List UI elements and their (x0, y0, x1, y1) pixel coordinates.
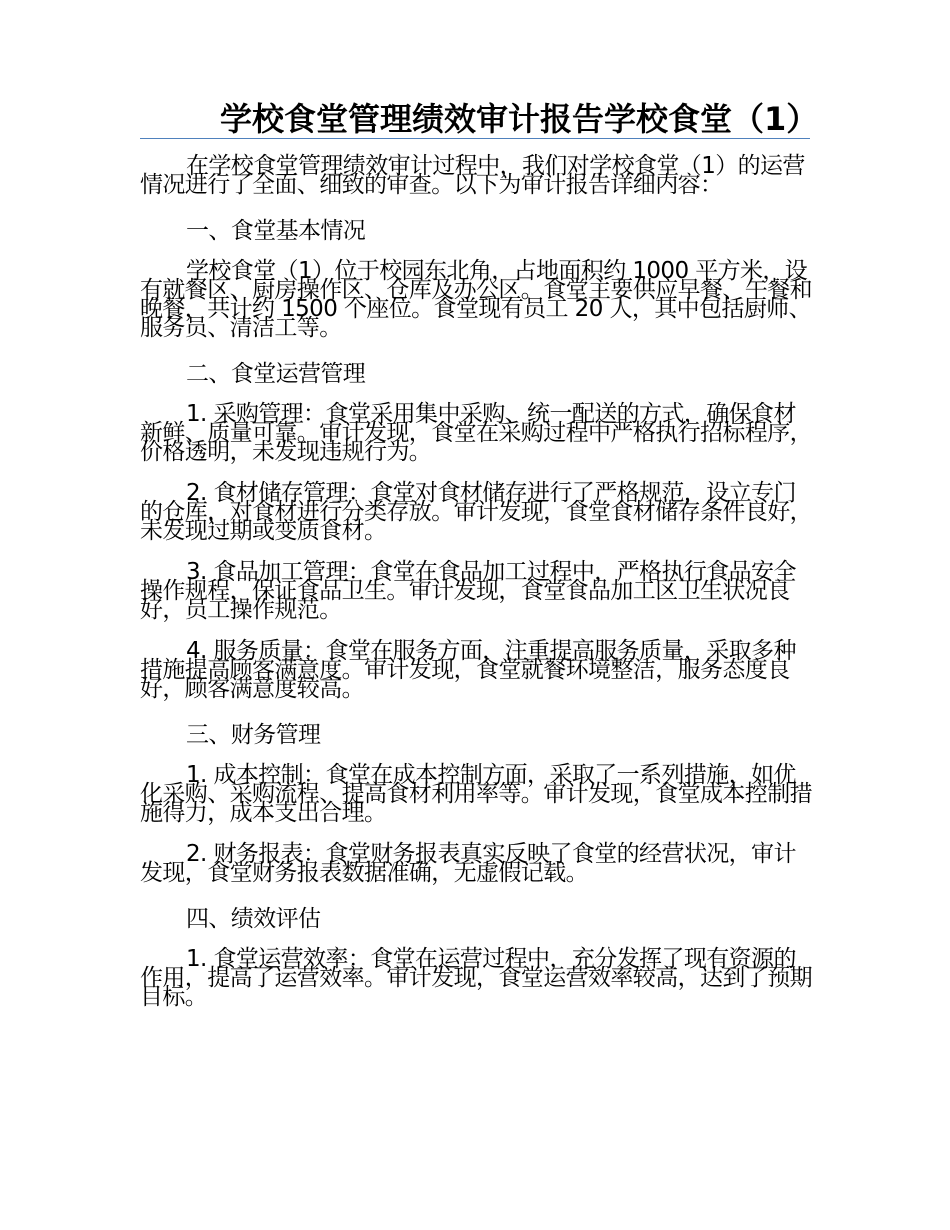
section-heading-performance: 四、绩效评估 (186, 906, 321, 932)
document-title: 学校食堂管理绩效审计报告学校食堂（1） (220, 100, 819, 138)
section-heading-finance: 三、财务管理 (186, 722, 321, 748)
section-heading-basic-info: 一、食堂基本情况 (186, 218, 366, 244)
paragraph-service: 4. 服务质量：食堂在服务方面，注重提高服务质量，采取多种措施提高顾客满意度。审计发现，食堂就餐环境整洁，服务态度良好，顾客满意度较高。 (140, 638, 796, 702)
paragraph-processing: 3. 食品加工管理：食堂在食品加工过程中，严格执行食品安全操作规程，保证食品卫生。审计发现，食堂食品加工区卫生状况良好，员工操作规范。 (140, 559, 796, 623)
paragraph-efficiency: 1. 食堂运营效率：食堂在运营过程中，充分发挥了现有资源的作用，提高了运营效率。审计发现，食堂运营效率较高，达到了预期目标。 (140, 946, 813, 1010)
intro-paragraph: 在学校食堂管理绩效审计过程中，我们对学校食堂（1）的运营情况进行了全面、细致的审查。以下为审计报告详细内容： (140, 153, 805, 198)
title-divider (140, 138, 810, 139)
paragraph-procurement: 1. 采购管理：食堂采用集中采购、统一配送的方式，确保食材新鲜、质量可靠。审计发现，食堂在采购过程中严格执行招标程序，价格透明，未发现违规行为。 (140, 401, 813, 465)
paragraph-financial-reports: 2. 财务报表：食堂财务报表真实反映了食堂的经营状况，审计发现，食堂财务报表数据准确，无虚假记载。 (140, 841, 796, 886)
section-heading-operations: 二、食堂运营管理 (186, 361, 366, 387)
paragraph-cost-control: 1. 成本控制：食堂在成本控制方面，采取了一系列措施，如优化采购、采购流程、提高食材利用率等。审计发现，食堂成本控制措施得力，成本支出合理。 (140, 762, 813, 826)
paragraph-basic-info: 学校食堂（1）位于校园东北角，占地面积约 1000 平方米，设有就餐区、厨房操作区、仓库及办公区。食堂主要供应早餐、午餐和晚餐，共计约 1500 个座位。食堂现有员工 20 人，其中包括厨师、服务员、清洁工等。 (140, 258, 813, 341)
document-body (140, 153, 813, 1010)
document-page (140, 0, 819, 1029)
paragraph-storage: 2. 食材储存管理：食堂对食材储存进行了严格规范，设立专门的仓库，对食材进行分类存放。审计发现，食堂食材储存条件良好，未发现过期或变质食材。 (140, 480, 813, 544)
